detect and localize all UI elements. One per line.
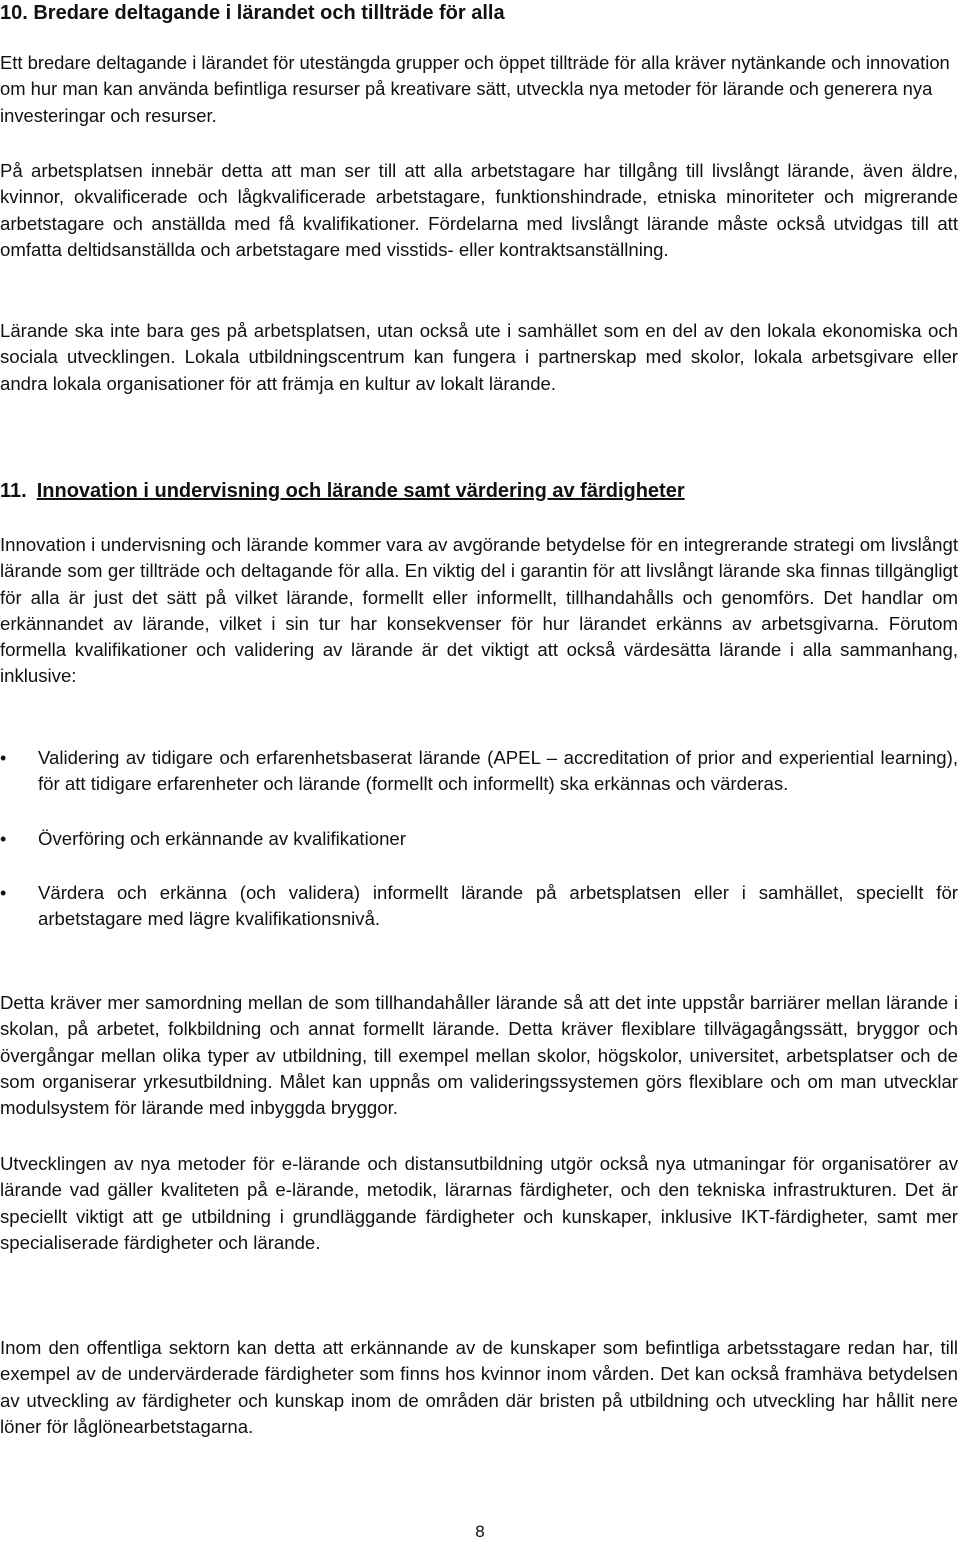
paragraph: På arbetsplatsen innebär detta att man ser till att alla arbetstagare har tillgång till livslångt lärande, även äldre, kvinnor, okvalificerade och lågkvalificerade arbetstagare, funktionshindrade, etniska minoriteter och migrerande arbetstagare och anställda med få kvalifikationer. Fördelarna med livslångt lärande måste också utvidgas till att omfatta deltidsanställda och arbetstagare med visstids- eller kontraktsanställning. — [0, 160, 958, 260]
page-number: 8 — [475, 1522, 485, 1541]
section-number: 11. — [0, 480, 27, 502]
list-item-text: Värdera och erkänna (och validera) informellt lärande på arbetsplatsen eller i samhället, speciellt för arbetstagare med lägre kvalifikationsnivå. — [38, 881, 958, 930]
bullet-icon: • — [0, 748, 7, 768]
bullet-icon: • — [0, 882, 7, 903]
section-heading-10: 10. Bredare deltagande i lärandet och tillträde för alla — [0, 2, 505, 24]
paragraph: Inom den offentliga sektorn kan detta att erkännande av de kunskaper som befintliga arbetsstagare redan har, till exempel av de undervärderade färdigheter som finns hos kvinnor inom vården. Det kan också framhäva betydelsen av utveckling av färdigheter och kunskap inom de områden där bristen på utbildning och utveckling har hållit nere löner för låglönearbetstagarna. — [0, 1337, 958, 1437]
list-item — [0, 880, 958, 933]
paragraph: Ett bredare deltagande i lärandet för utestängda grupper och öppet tillträde för alla kräver nytänkande och innovation om hur man kan använda befintliga resurser på kreativare sätt, utveckla nya metoder för lärande och generera nya investeringar och resurser. — [0, 52, 950, 126]
list-item-text: Validering av tidigare och erfarenhetsbaserat lärande (APEL – accreditation of prior and experiential learning), för att tidigare erfarenheter och lärande (formellt och informellt) ska erkännas och värderas. — [38, 747, 958, 795]
list-item — [0, 826, 958, 852]
list-item — [0, 745, 958, 798]
paragraph: Lärande ska inte bara ges på arbetsplatsen, utan också ute i samhället som en del av den lokala ekonomiska och sociala utvecklingen. Lokala utbildningscentrum kan fungera i partnerskap med skolor, lokala arbetsgivare eller andra lokala organisationer för att främja en kultur av lokalt lärande. — [0, 320, 958, 394]
section-heading-11 — [0, 478, 950, 504]
bullet-icon: • — [0, 828, 7, 849]
section-title: Innovation i undervisning och lärande samt värdering av färdigheter — [36, 480, 685, 502]
bullet-list — [0, 745, 958, 932]
list-item-text: Överföring och erkännande av kvalifikationer — [38, 827, 406, 849]
paragraph: Innovation i undervisning och lärande kommer vara av avgörande betydelse för en integrerande strategi om livslångt lärande som ger tillträde och deltagande för alla. En viktig del i garantin för att livslångt lärande ska finnas tillgängligt för alla är just det sätt på vilket lärande, formellt eller informellt, tillhandahålls och genomförs. Det handlar om erkännandet av lärande, vilket i sin tur har konsekvenser för hur lärandet erkänns av arbetsgivarna. Förutom formella kvalifikationer och validering av lärande är det viktigt att också värdesätta lärande i alla sammanhang, inklusive: — [0, 534, 958, 687]
paragraph: Detta kräver mer samordning mellan de som tillhandahåller lärande så att det inte uppstår barriärer mellan lärande i skolan, på arbetet, folkbildning och annat formellt lärande. Detta kräver flexiblare tillvägagångssätt, bryggor och övergångar mellan olika typer av utbildning, till exempel mellan skolor, högskolor, universitet, arbetsplatser och de som organiserar yrkesutbildning. Målet kan uppnås om valideringssystemen görs flexiblare och om man utvecklar modulsystem för lärande med inbyggda bryggor. — [0, 992, 958, 1119]
paragraph: Utvecklingen av nya metoder för e-lärande och distansutbildning utgör också nya utmaningar för organisatörer av lärande vad gäller kvaliteten på e-lärande, metodik, lärarnas färdigheter, och den tekniska infrastrukturen. Det är speciellt viktigt att ge utbildning i grundläggande färdigheter och kunskaper, inklusive IKT-färdigheter, samt mer specialiserade färdigheter och lärande. — [0, 1153, 958, 1253]
